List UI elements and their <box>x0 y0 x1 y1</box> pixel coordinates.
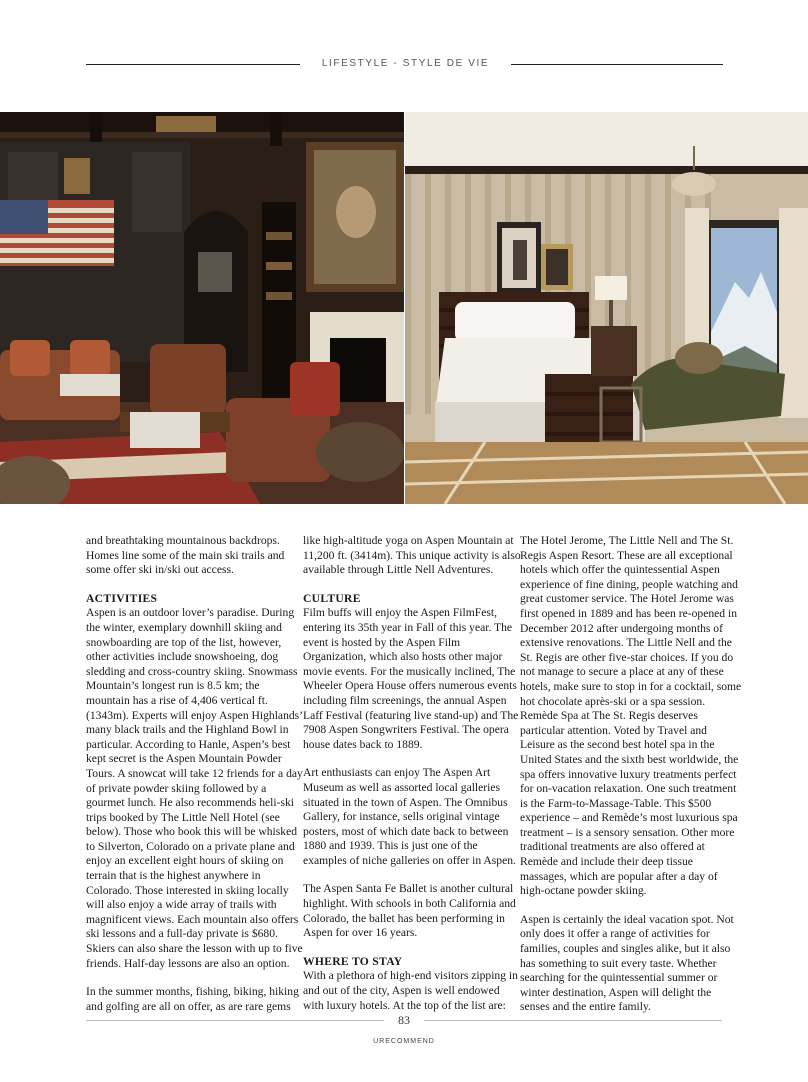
heading-where-to-stay: WHERE TO STAY <box>303 954 403 968</box>
paragraph: Art enthusiasts can enjoy The Aspen Art Museum as well as assorted local galleries situated in the town of Aspen. The Omnibus Gallery, for instance, sells original vintage posters, most of which date back to between 1880 and 1939. This is just one of the examples of niche galleries on offer in Aspen. <box>303 766 516 867</box>
paragraph: Aspen is certainly the ideal vacation spot. Not only does it offer a range of activities for families, couples and singles alike, but it also has something to suit every taste. Whether searching for the quintessential summer or winter destination, Aspen will delight the senses and the entire family. <box>520 912 734 1014</box>
text-column-2 <box>303 534 521 1027</box>
header-rule-left <box>86 64 300 65</box>
header-rule-right <box>511 64 723 65</box>
paragraph: Aspen is an outdoor lover’s paradise. During the winter, exemplary downhill skiing and snowboarding are top of the list, however, other activities include snowshoeing, dog sledding and cross-country skiing. Snowmass Mountain’s longest run is 8.5 km; the mountain has a rise of 4,406 vertical ft. (1343m). Experts will enjoy Aspen Highlands’ many black trails and the Highland Bowl in particular. According to Hanle, Aspen’s best kept secret is the Aspen Mountain Powder Tours. A snowcat will take 12 friends for a day of private powder skiing followed by a gourmet lunch. He also recommends heli-ski trips booked by The Little Nell Hotel (see below). Those who book this will be whisked to Silverton, Colorado on a private plane and enjoy an excellent eight hours of skiing on terrain that is the highest anywhere in Colorado. Those interested in skiing locally will also enjoy a wide array of trails with magnificent views. Each mountain also offers ski lessons and a full-day private is $680. Skiers can also share the lesson with up to five friends. Half-day lessons are also an option. <box>86 606 303 970</box>
paragraph: Film buffs will enjoy the Aspen FilmFest, entering its 35th year in Fall of this year. The event is hosted by the Aspen Film Organization, which also hosts other major movie events. For the musically inclined, The Wheeler Opera House offers numerous events including film screenings, the annual Aspen Laff Festival (featuring live stand-up) and The 7908 Aspen Songwriters Festival. The opera house dates back to 1889. <box>303 606 519 751</box>
lounge-photo <box>0 112 404 504</box>
paragraph: and breathtaking mountainous backdrops. Homes line some of the main ski trails and some offer ski in/ski out access. <box>86 534 285 577</box>
heading-culture: CULTURE <box>303 591 361 605</box>
paragraph: The Hotel Jerome, The Little Nell and The St. Regis Aspen Resort. These are all exceptional hotels which offer the quintessential Aspen experience of fine dining, people watching and great customer service. The Hotel Jerome was first opened in 1889 and has been re-opened in December 2012 after undergoing months of extensive renovations. The Little Nell and the St. Regis are other five-star choices. If you do not manage to secure a place at any of these hotels, make sure to stop in for a cocktail, some hot chocolate après-ski or a spa session. Remède Spa at The St. Regis deserves particular attention. Voted by Travel and Leisure as the second best hotel spa in the United States and the sixth best worldwide, the spa offers innovative luxury treatments perfect for on-vacation relaxation. One such treatment is the Farm-to-Massage-Table. This $500 experience – and Remède’s most luxurious spa treatment – is a sensory sensation. Other more traditional treatments are also offered at Remède and include their deep tissue massages, which are popular after a day of high-octane powder skiing. <box>520 534 742 898</box>
section-label: LIFESTYLE - STYLE DE VIE <box>321 58 490 69</box>
paragraph: With a plethora of high-end visitors zipping in and out of the city, Aspen is well endowed with luxury hotels. At the top of the list are: <box>303 969 518 1012</box>
bedroom-photo <box>405 112 808 504</box>
paragraph: like high-altitude yoga on Aspen Mountain at 11,200 ft. (3414m). This unique activity is also available through Little Nell Adventures. <box>303 534 521 577</box>
brand-footer: URECOMMEND <box>373 1038 435 1045</box>
paragraph: In the summer months, fishing, biking, hiking and golfing are all on offer, as are rare gems <box>86 985 299 1013</box>
heading-activities: ACTIVITIES <box>86 591 158 605</box>
paragraph: The Aspen Santa Fe Ballet is another cultural highlight. With schools in both California and Colorado, the ballet has been performing in Aspen for over 16 years. <box>303 882 516 940</box>
page-number: 83 <box>384 1013 424 1028</box>
text-column-3 <box>520 534 742 1029</box>
text-column-1 <box>86 534 304 1028</box>
